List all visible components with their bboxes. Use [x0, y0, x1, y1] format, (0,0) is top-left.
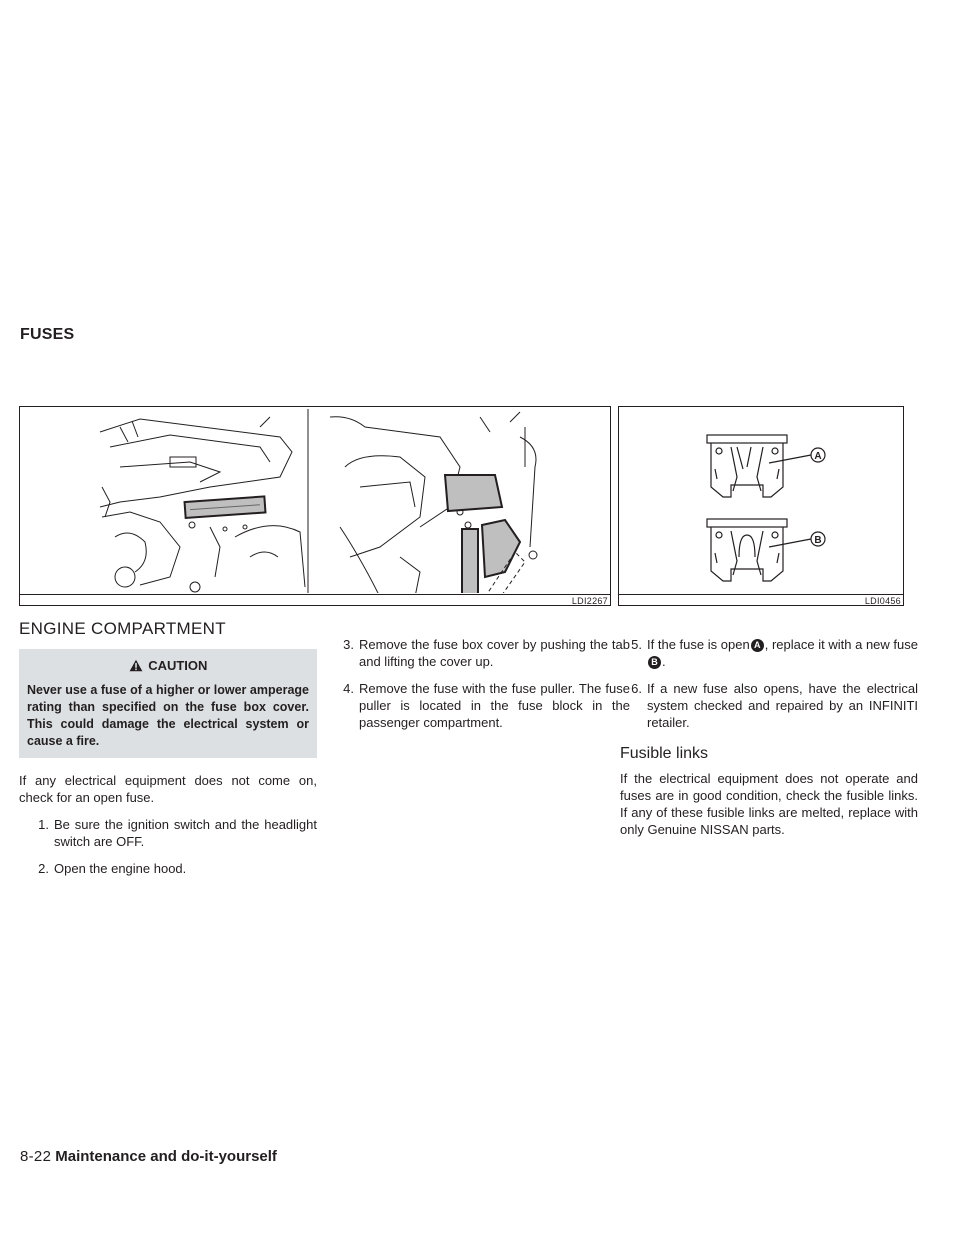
- column-2: [332, 636, 630, 741]
- caution-title: CAUTION: [148, 658, 208, 673]
- steps-list-1: [19, 816, 317, 877]
- figure-rule: [619, 594, 903, 595]
- figure-code-left: LDI2267: [571, 596, 608, 606]
- fusible-links-paragraph: If the electrical equipment does not operate and fuses are in good condition, check the fusible links. If any of these fusible links are melted, replace with only Genuine NISSAN parts.: [620, 771, 918, 837]
- list-item: [19, 816, 317, 850]
- step-number: 1.: [38, 817, 49, 832]
- step-number: 5.: [631, 637, 642, 652]
- list-item: [620, 680, 918, 731]
- column-3: [620, 636, 918, 848]
- chapter-title: Maintenance and do-it-yourself: [55, 1148, 277, 1165]
- engine-compartment-heading: ENGINE COMPARTMENT: [19, 619, 226, 638]
- engine-compartment-figure: [19, 406, 611, 606]
- step-text: Remove the fuse with the fuse puller. The fuse puller is located in the fuse block in the passenger compartment.: [359, 681, 630, 730]
- step-number: 2.: [38, 861, 49, 876]
- step-text: Be sure the ignition switch and the headlight switch are OFF.: [54, 817, 317, 849]
- intro-paragraph: If any electrical equipment does not come on, check for an open fuse.: [19, 773, 317, 805]
- step-text: If a new fuse also opens, have the electrical system checked and repaired by an INFINITI retailer.: [647, 681, 918, 730]
- steps-list-2: [332, 636, 630, 731]
- engine-compartment-illustration: [20, 407, 610, 593]
- figure-rule: [20, 594, 610, 595]
- section-title: FUSES: [20, 326, 75, 343]
- step-text: [647, 636, 918, 670]
- step-text-part: .: [662, 654, 666, 669]
- list-item: [620, 636, 918, 670]
- callout-a: A: [814, 451, 822, 462]
- step-text-part: , replace it with a new fuse: [764, 637, 918, 652]
- callout-a-icon: A: [751, 639, 764, 652]
- step-number: 4.: [343, 681, 354, 696]
- column-1: [19, 620, 317, 887]
- callout-b: B: [814, 535, 822, 546]
- figure-code-right: LDI0456: [864, 596, 901, 606]
- fusible-links-heading: Fusible links: [620, 745, 709, 762]
- step-text-part: If the fuse is open: [647, 637, 750, 652]
- step-number: 6.: [631, 681, 642, 696]
- caution-text: Never use a fuse of a higher or lower amperage rating than specified on the fuse box cover. This could damage the electrical system or cause a fire.: [27, 683, 309, 748]
- callout-b-icon: B: [648, 656, 661, 669]
- steps-list-3: [620, 636, 918, 731]
- fuse-comparison-figure: [618, 406, 904, 606]
- caution-header: [27, 657, 309, 674]
- list-item: [332, 680, 630, 731]
- list-item: [19, 860, 317, 877]
- list-item: [332, 636, 630, 670]
- warning-icon: [129, 659, 143, 672]
- step-text: Remove the fuse box cover by pushing the tab and lifting the cover up.: [359, 637, 630, 669]
- fuse-comparison-illustration: [619, 407, 903, 593]
- step-text: Open the engine hood.: [54, 861, 187, 876]
- step-number: 3.: [343, 637, 354, 652]
- caution-box: [19, 649, 317, 758]
- page-number: 8-22: [20, 1148, 52, 1165]
- page-footer: [20, 1148, 277, 1165]
